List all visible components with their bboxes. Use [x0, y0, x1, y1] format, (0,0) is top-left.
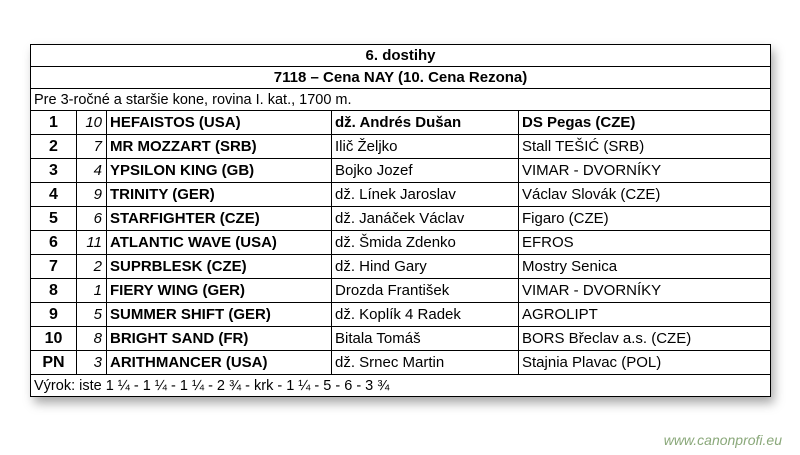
start-number-cell: 3: [77, 351, 107, 375]
jockey-cell: Drozda František: [332, 279, 519, 303]
jockey-cell: Bojko Jozef: [332, 159, 519, 183]
horse-name-cell: TRINITY (GER): [107, 183, 332, 207]
place-cell: 5: [31, 207, 77, 231]
result-row: [31, 111, 771, 135]
start-number-cell: 5: [77, 303, 107, 327]
place-cell: 4: [31, 183, 77, 207]
place-cell: 2: [31, 135, 77, 159]
start-number-cell: 10: [77, 111, 107, 135]
jockey-cell: dž. Janáček Václav: [332, 207, 519, 231]
jockey-cell: dž. Hind Gary: [332, 255, 519, 279]
start-number-cell: 2: [77, 255, 107, 279]
start-number-cell: 6: [77, 207, 107, 231]
results-card: [30, 44, 770, 397]
horse-name-cell: BRIGHT SAND (FR): [107, 327, 332, 351]
owner-cell: BORS Břeclav a.s. (CZE): [519, 327, 771, 351]
jockey-cell: dž. Andrés Dušan: [332, 111, 519, 135]
horse-name-cell: HEFAISTOS (USA): [107, 111, 332, 135]
owner-cell: Mostry Senica: [519, 255, 771, 279]
race-number-title: 6. dostihy: [31, 45, 771, 67]
jockey-cell: Ilič Željko: [332, 135, 519, 159]
start-number-cell: 8: [77, 327, 107, 351]
verdict-row: [31, 375, 771, 397]
place-cell: 1: [31, 111, 77, 135]
start-number-cell: 7: [77, 135, 107, 159]
place-cell: 6: [31, 231, 77, 255]
results-table: [30, 44, 771, 397]
owner-cell: AGROLIPT: [519, 303, 771, 327]
owner-cell: Stall TEŠIĆ (SRB): [519, 135, 771, 159]
start-number-cell: 9: [77, 183, 107, 207]
place-cell: PN: [31, 351, 77, 375]
place-cell: 10: [31, 327, 77, 351]
owner-cell: EFROS: [519, 231, 771, 255]
result-row: [31, 135, 771, 159]
horse-name-cell: MR MOZZART (SRB): [107, 135, 332, 159]
owner-cell: VIMAR - DVORNÍKY: [519, 159, 771, 183]
owner-cell: VIMAR - DVORNÍKY: [519, 279, 771, 303]
start-number-cell: 4: [77, 159, 107, 183]
horse-name-cell: FIERY WING (GER): [107, 279, 332, 303]
horse-name-cell: SUMMER SHIFT (GER): [107, 303, 332, 327]
jockey-cell: dž. Línek Jaroslav: [332, 183, 519, 207]
result-row: [31, 303, 771, 327]
owner-cell: DS Pegas (CZE): [519, 111, 771, 135]
result-row: [31, 183, 771, 207]
verdict-text: Výrok: iste 1 ¼ - 1 ¼ - 1 ¼ - 2 ¾ - krk - 1 ¼ - 5 - 6 - 3 ¾: [31, 375, 771, 397]
result-row: [31, 255, 771, 279]
place-cell: 8: [31, 279, 77, 303]
race-name: 7118 – Cena NAY (10. Cena Rezona): [31, 67, 771, 89]
place-cell: 7: [31, 255, 77, 279]
result-row: [31, 327, 771, 351]
horse-name-cell: STARFIGHTER (CZE): [107, 207, 332, 231]
watermark: www.canonprofi.eu: [663, 432, 782, 448]
result-row: [31, 231, 771, 255]
start-number-cell: 1: [77, 279, 107, 303]
start-number-cell: 11: [77, 231, 107, 255]
jockey-cell: dž. Srnec Martin: [332, 351, 519, 375]
result-row: [31, 351, 771, 375]
horse-name-cell: ARITHMANCER (USA): [107, 351, 332, 375]
horse-name-cell: ATLANTIC WAVE (USA): [107, 231, 332, 255]
jockey-cell: dž. Koplík 4 Radek: [332, 303, 519, 327]
owner-cell: Figaro (CZE): [519, 207, 771, 231]
owner-cell: Stajnia Plavac (POL): [519, 351, 771, 375]
result-row: [31, 279, 771, 303]
owner-cell: Václav Slovák (CZE): [519, 183, 771, 207]
jockey-cell: Bitala Tomáš: [332, 327, 519, 351]
horse-name-cell: SUPRBLESK (CZE): [107, 255, 332, 279]
result-row: [31, 207, 771, 231]
jockey-cell: dž. Šmida Zdenko: [332, 231, 519, 255]
place-cell: 3: [31, 159, 77, 183]
race-conditions: Pre 3-ročné a staršie kone, rovina I. kat., 1700 m.: [31, 89, 771, 111]
result-row: [31, 159, 771, 183]
place-cell: 9: [31, 303, 77, 327]
horse-name-cell: YPSILON KING (GB): [107, 159, 332, 183]
